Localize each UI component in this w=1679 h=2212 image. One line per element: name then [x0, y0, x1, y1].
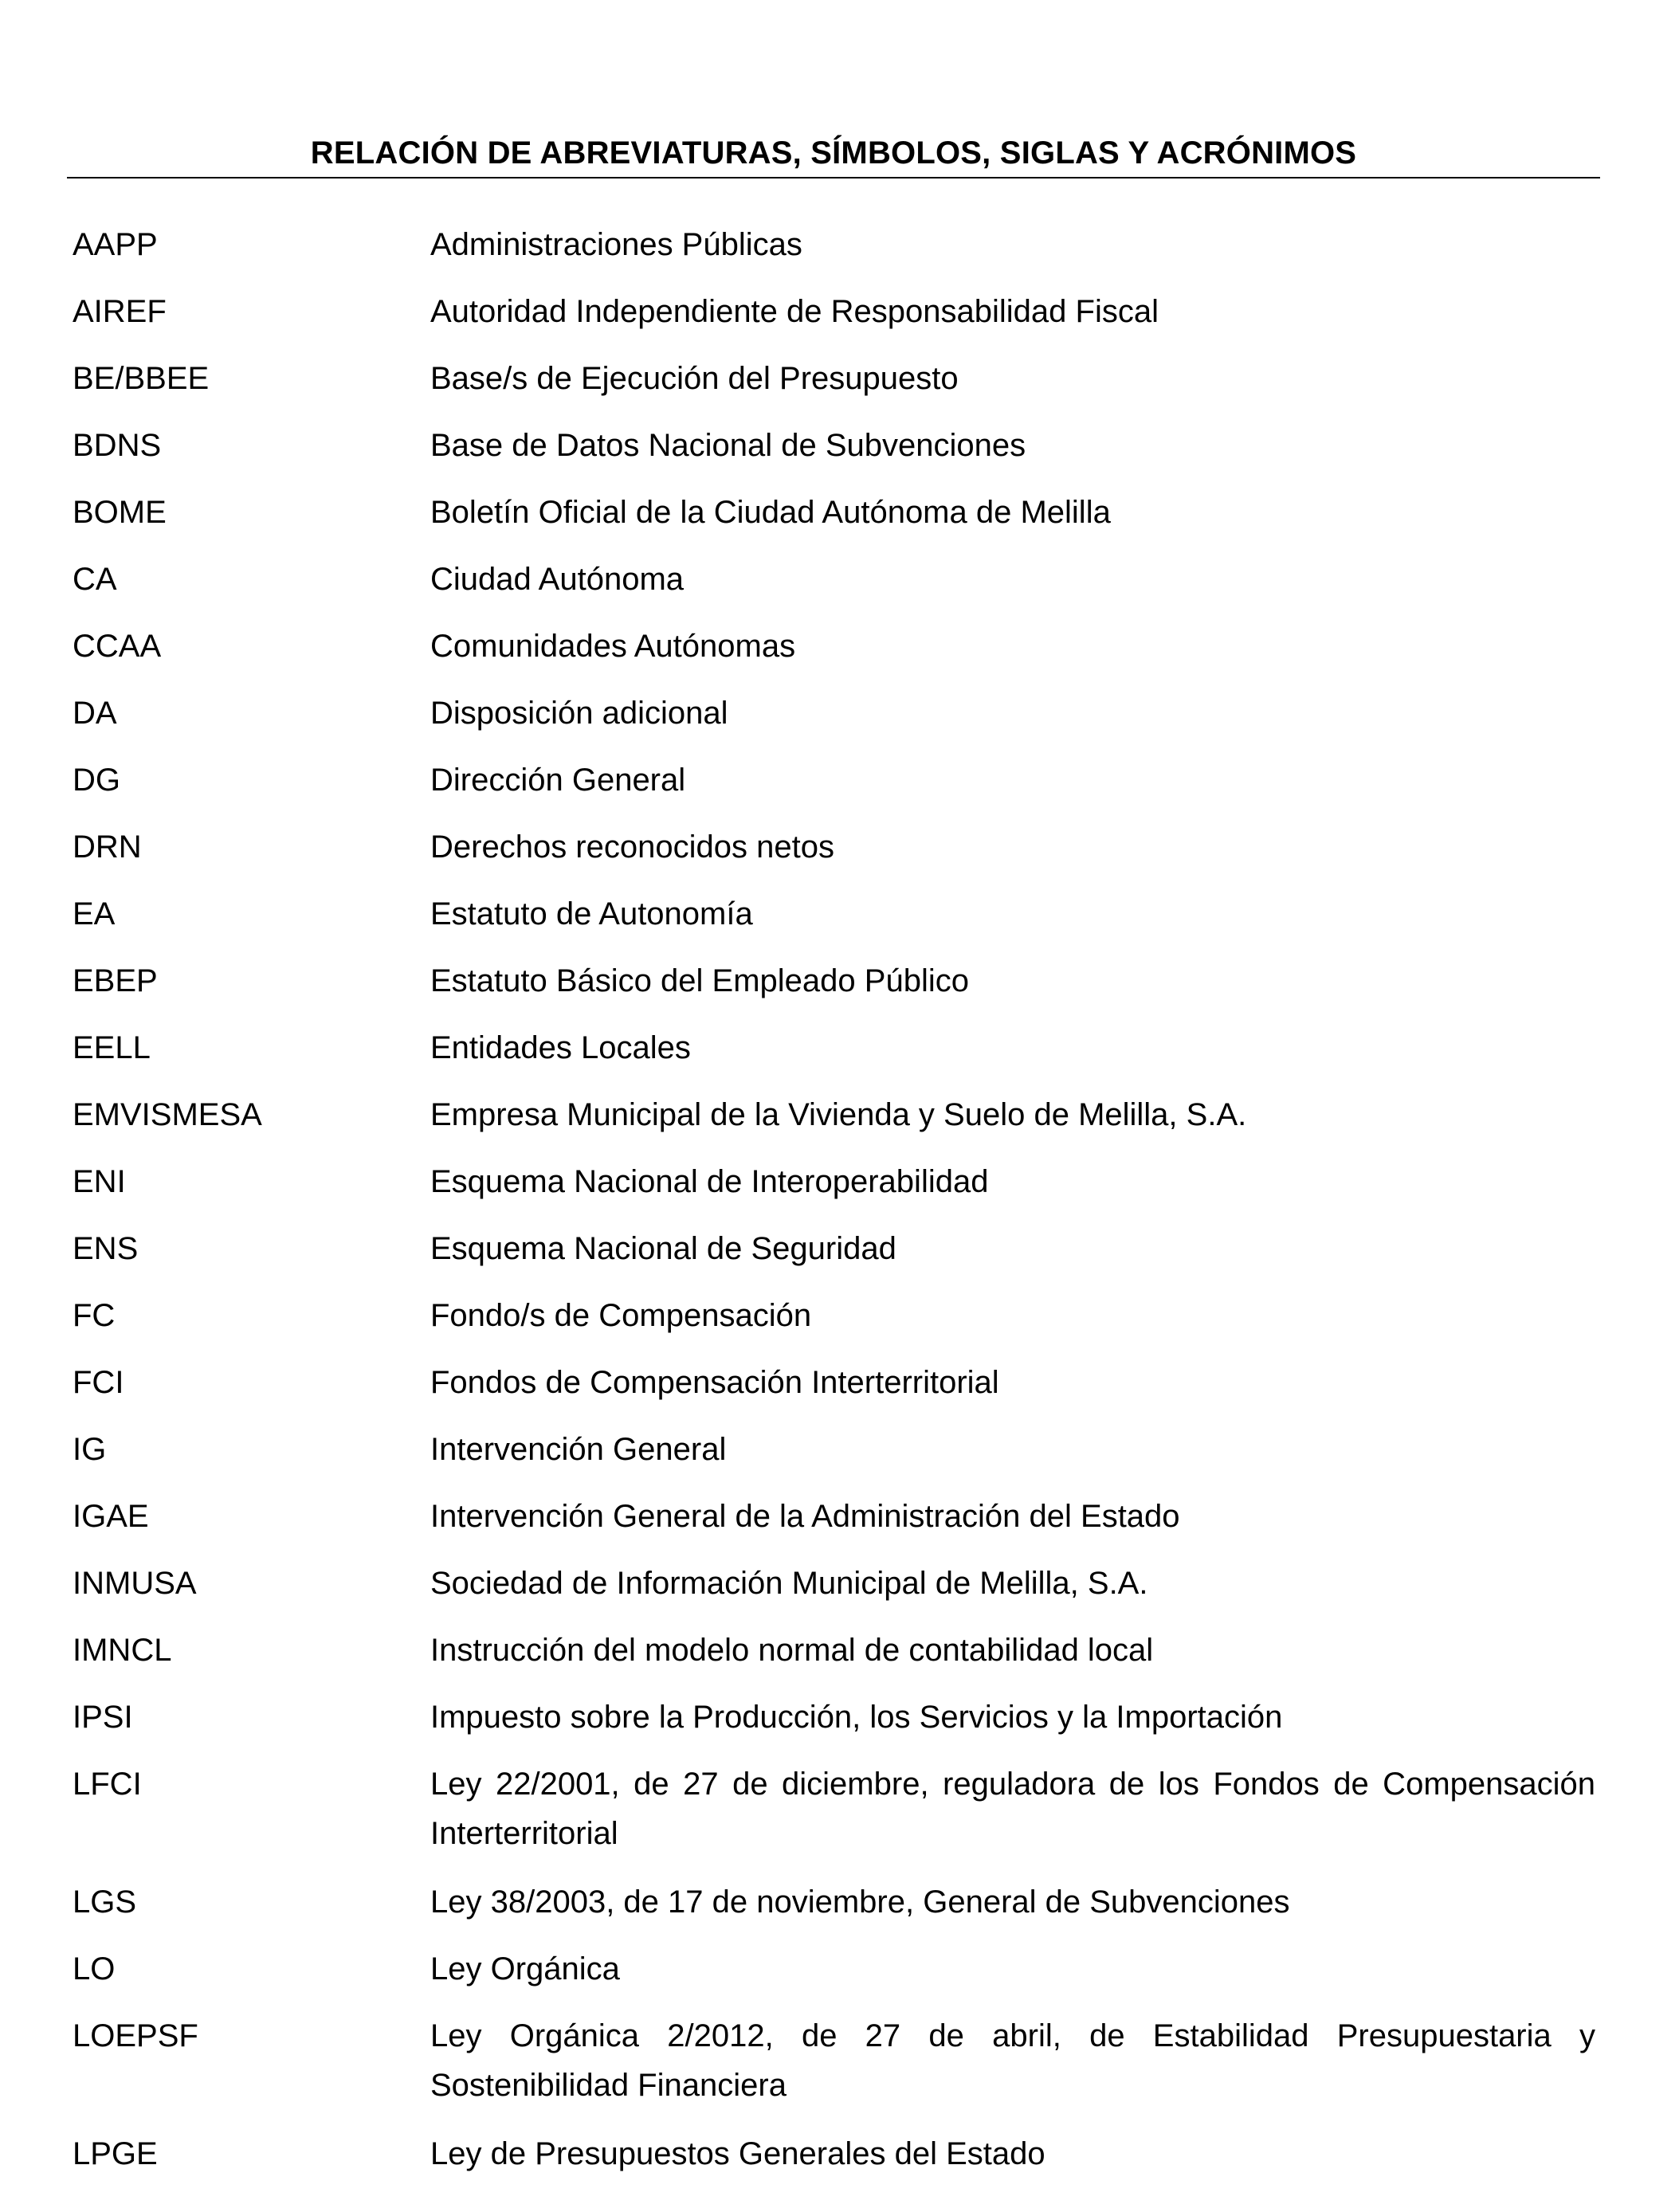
abbreviation: LOEPSF [73, 2018, 198, 2053]
definition: Base de Datos Nacional de Subvenciones [430, 428, 1026, 463]
definition: Ciudad Autónoma [430, 562, 685, 597]
abbreviation: CA [73, 562, 117, 597]
abbreviation: DG [73, 763, 120, 798]
definition: Administraciones Públicas [430, 227, 802, 262]
definition: Autoridad Independiente de Responsabilidad Fiscal [430, 294, 1159, 329]
abbreviation: BDNS [73, 428, 162, 463]
abbreviation: LGS [73, 1885, 137, 1920]
definition: Ley de Presupuestos Generales del Estado [430, 2136, 1045, 2171]
abbreviation: IMNCL [73, 1633, 172, 1668]
abbreviation: ENS [73, 1231, 139, 1266]
definition: Disposición adicional [430, 696, 728, 731]
definition: Estatuto de Autonomía [430, 896, 753, 931]
abbreviation: DA [73, 696, 117, 731]
definition: Ley Orgánica [430, 1951, 620, 1986]
abbreviation: EMVISMESA [73, 1097, 262, 1132]
abbreviation: FCI [73, 1365, 124, 1400]
definition: Ley 38/2003, de 17 de noviembre, General de Subvenciones [430, 1885, 1290, 1920]
abbreviation: DRN [73, 830, 142, 865]
definition: Fondo/s de Compensación [430, 1298, 812, 1333]
abbreviation: IGAE [73, 1499, 149, 1534]
definition: Sociedad de Información Municipal de Melilla, S.A. [430, 1566, 1148, 1601]
abbreviation: BOME [73, 495, 167, 530]
definition: Ley 22/2001, de 27 de diciembre, reguladora de los Fondos de Compensación Interterritorial [430, 1767, 1595, 1851]
abbreviation: EBEP [73, 963, 158, 998]
definition: Esquema Nacional de Seguridad [430, 1231, 896, 1266]
page-title: RELACIÓN DE ABREVIATURAS, SÍMBOLOS, SIGLAS Y ACRÓNIMOS [310, 135, 1357, 171]
abbreviation: FC [73, 1298, 116, 1333]
definition: Esquema Nacional de Interoperabilidad [430, 1164, 989, 1199]
abbreviation: IG [73, 1432, 107, 1467]
definition: Intervención General de la Administración del Estado [430, 1499, 1180, 1534]
abbreviation: IPSI [73, 1700, 133, 1735]
definition: Dirección General [430, 763, 686, 798]
definition: Comunidades Autónomas [430, 629, 796, 664]
abbreviation: LO [73, 1951, 116, 1986]
definition: Intervención General [430, 1432, 727, 1467]
definition: Estatuto Básico del Empleado Público [430, 963, 969, 998]
definition: Boletín Oficial de la Ciudad Autónoma de Melilla [430, 495, 1111, 530]
definition: Entidades Locales [430, 1030, 691, 1065]
definition: Base/s de Ejecución del Presupuesto [430, 361, 959, 396]
abbreviation: ENI [73, 1164, 126, 1199]
definition: Instrucción del modelo normal de contabilidad local [430, 1633, 1154, 1668]
definition: Fondos de Compensación Interterritorial [430, 1365, 999, 1400]
abbreviation: CCAA [73, 629, 162, 664]
definition: Derechos reconocidos netos [430, 830, 834, 865]
definition: Empresa Municipal de la Vivienda y Suelo de Melilla, S.A. [430, 1097, 1247, 1132]
abbreviation: INMUSA [73, 1566, 197, 1601]
abbreviation: AAPP [73, 227, 158, 262]
abbreviation: LPGE [73, 2136, 158, 2171]
abbreviation: EA [73, 896, 116, 931]
definition: Impuesto sobre la Producción, los Servicios y la Importación [430, 1700, 1283, 1735]
abbreviation: AIREF [73, 294, 167, 329]
definition: Ley Orgánica 2/2012, de 27 de abril, de Estabilidad Presupuestaria y Sostenibilidad Financiera [430, 2018, 1595, 2103]
abbreviation: LFCI [73, 1767, 142, 1802]
abbreviation: EELL [73, 1030, 151, 1065]
abbreviation: BE/BBEE [73, 361, 210, 396]
